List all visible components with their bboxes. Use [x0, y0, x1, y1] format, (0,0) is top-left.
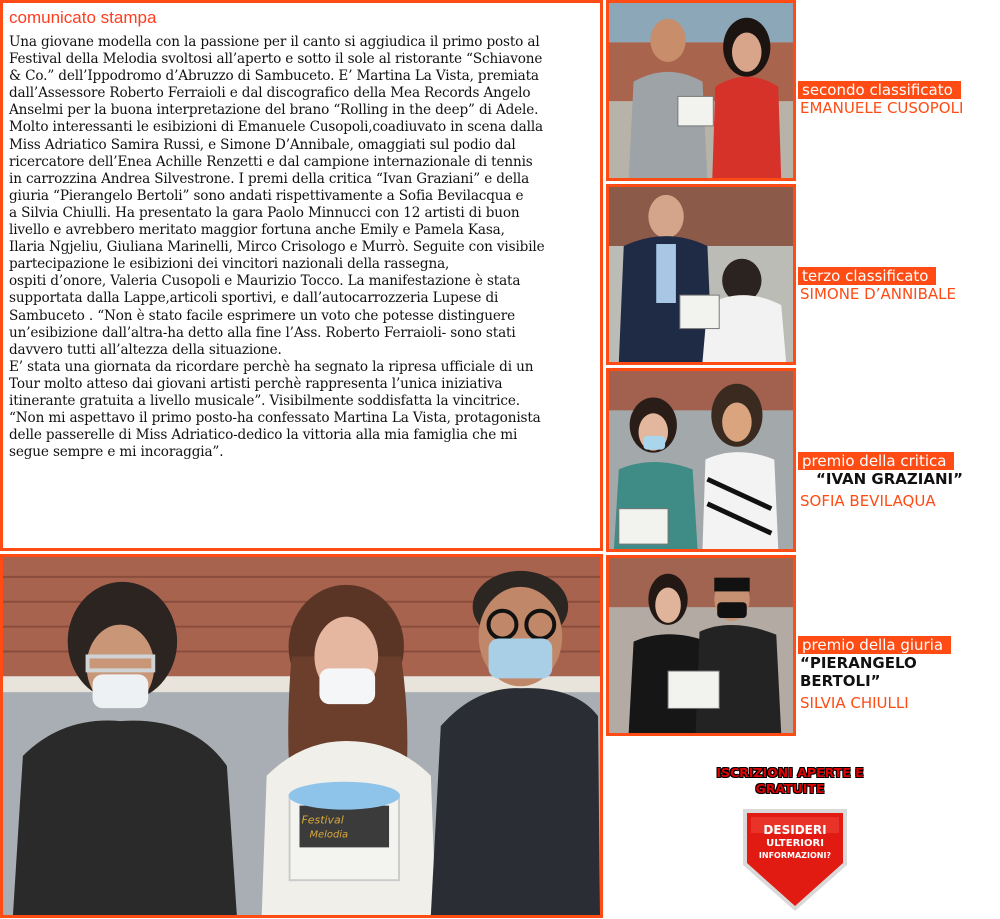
promo-headline: ISCRIZIONI APERTE E GRATUITE [716, 765, 864, 796]
svg-text:Melodia: Melodia [309, 829, 349, 841]
winner-photo [0, 554, 603, 918]
critica-award-photo [606, 368, 796, 552]
giuria-quote: “PIERANGELO BERTOLI” [800, 654, 917, 690]
third-place-name: SIMONE D’ANNIBALE [800, 285, 956, 303]
critica-quote: “IVAN GRAZIANI” [816, 470, 963, 488]
giuria-name: SILVIA CHIULLI [800, 694, 909, 712]
critica-label: premio della critica [798, 452, 954, 470]
third-place-caption [798, 267, 956, 303]
third-place-label: terzo classificato [798, 267, 936, 285]
press-release-body: Una giovane modella con la passione per il canto si aggiudica il primo posto al Festival della Melodia svoltosi all’aperto e sotto il sole al ristorante “Schiavone & Co.” dell’Ippodromo d’Abruzzo di Sambuceto. E’ Martina La Vista, premiata dall’Assessore Roberto Ferraioli e dal discografico della Mea Records Angelo Anselmi per la buona interpretazione del brano “Rolling in the deep” di Adele. Molto interessanti le esibizioni di Emanuele Cusopoli,coadiuvato in scena dalla Miss Adriatico Samira Russi, e Simone D’Annibale, omaggiati sul podio dal ricercatore dell’Enea Achille Renzetti e dal campione internazionale di tennis in carrozzina Andrea Silvestrone. I premi della critica “Ivan Graziani” e della giuria “Pierangelo Bertoli” sono andati rispettivamente a Sofia Bevilacqua e a Silvia Chiulli. Ha presentato la gara Paolo Minnucci con 12 artisti di buon livello e avrebbero meritato maggior fortuna anche Emily e Pamela Kasa, Ilaria Ngjeliu, Giuliana Marinelli, Mirco Crisologo e Murrò. Seguite con visibile partecipazione le esibizioni dei vincitori nazionali della rassegna, ospiti d’onore, Valeria Cusopoli e Maurizio Tocco. La manifestazione è stata supportata dalla Lappe,articoli sportivi, e dall’autocarrozzeria Lupese di Sambuceto . “Non è stato facile esprimere un voto che potesse distinguere un’esibizione dall’altra-ha detto alla fine l’Ass. Roberto Ferraioli- sono stati davvero tutti all’altezza della situazione. E’ stata una giornata da ricordare perchè ha segnato la ripresa ufficiale di un Tour molto atteso dai giovani artisti perchè rappresenta l’unica iniziativa itinerante gratuita a livello musicale”. Visibilmente soddisfatta la vincitrice. “Non mi aspettavo il primo posto-ha confessato Martina La Vista, protagonista delle passerelle di Miss Adriatico-dedico la vittoria alla mia famiglia che mi segue sempre e mi incoraggia”. [9, 34, 545, 461]
second-place-name: EMANUELE CUSOPOLI [800, 99, 964, 117]
critica-caption [798, 452, 963, 510]
second-place-label: secondo classificato [798, 81, 961, 99]
third-place-photo [606, 184, 796, 365]
press-release-title: comunicato stampa [9, 8, 157, 27]
second-place-photo [606, 0, 796, 181]
giuria-caption [798, 636, 1000, 712]
award-box-label: Festival [301, 813, 344, 827]
giuria-award-photo [606, 555, 796, 736]
registration-promo [705, 765, 875, 915]
second-place-caption [798, 81, 963, 117]
press-release-box [0, 0, 603, 551]
giuria-label: premio della giuria [798, 636, 951, 654]
critica-name: SOFIA BEVILAQUA [800, 492, 936, 510]
more-info-button[interactable]: DESIDERI ULTERIORI INFORMAZIONI? [733, 803, 857, 915]
